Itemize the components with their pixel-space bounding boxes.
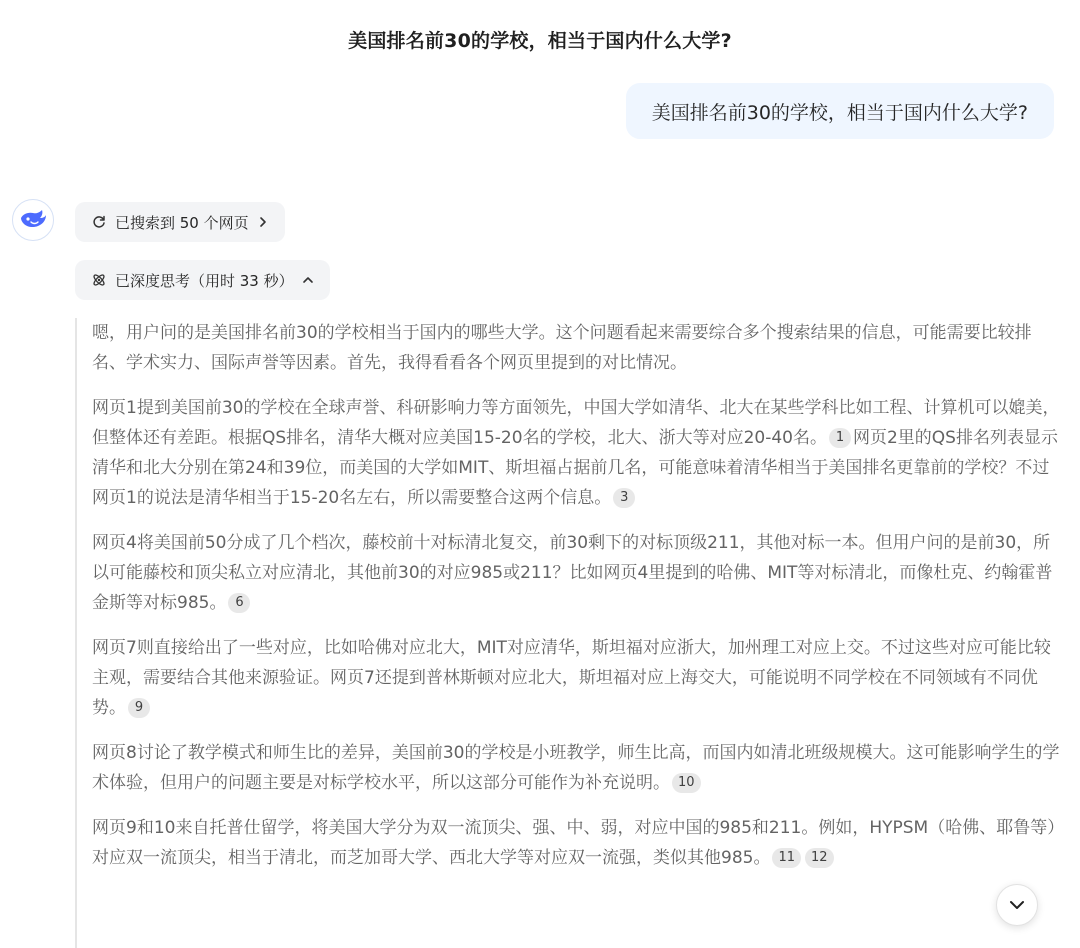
citation-badge[interactable]: 11 bbox=[772, 848, 801, 868]
thinking-text: 网页1提到美国前30的学校在全球声誉、科研影响力等方面领先，中国大学如清华、北大在某些学科比如工程、计算机可以媲美，但整体还有差距。根据QS排名，清华大概对应美国15-20名的学校，北大、浙大等对应20-40名。 bbox=[92, 398, 1060, 448]
chevron-down-icon bbox=[1008, 896, 1026, 914]
citation-badge[interactable]: 3 bbox=[613, 488, 635, 508]
citation-badge[interactable]: 1 bbox=[829, 428, 851, 448]
assistant-avatar bbox=[12, 199, 54, 241]
thinking-text: 嗯，用户问的是美国排名前30的学校相当于国内的哪些大学。这个问题看起来需要综合多个搜索结果的信息，可能需要比较排名、学术实力、国际声誉等因素。首先，我得看看各个网页里提到的对比情况。 bbox=[92, 323, 1032, 373]
thinking-text: 网页7则直接给出了一些对应，比如哈佛对应北大，MIT对应清华，斯坦福对应浙大，加州理工对应上交。不过这些对应可能比较主观，需要结合其他来源验证。网页7还提到普林斯顿对应北大，斯坦福对应上海交大，可能说明不同学校在不同领域有不同优势。 bbox=[92, 638, 1051, 718]
thinking-paragraph bbox=[92, 318, 1065, 378]
search-refresh-icon bbox=[91, 214, 107, 230]
deep-thinking-chip[interactable] bbox=[75, 260, 330, 300]
citation-badge[interactable]: 10 bbox=[672, 773, 701, 793]
search-results-label: 已搜索到 50 个网页 bbox=[115, 213, 249, 232]
thinking-paragraph bbox=[92, 813, 1065, 873]
thinking-text: 网页8讨论了教学模式和师生比的差异，美国前30的学校是小班教学，师生比高，而国内如清北班级规模大。这可能影响学生的学术体验，但用户的问题主要是对标学校水平，所以这部分可能作为补充说明。 bbox=[92, 743, 1060, 793]
search-results-chip[interactable] bbox=[75, 202, 285, 242]
thinking-paragraph bbox=[92, 528, 1065, 618]
thinking-text: 网页2里的QS排名列表显示清华和北大分别在第24和39位，而美国的大学如MIT、斯坦福占据前几名，可能意味着清华相当于美国排名更靠前的学校？不过网页1的说法是清华相当于15-20名左右，所以需要整合这两个信息。 bbox=[92, 428, 1058, 508]
chevron-up-icon bbox=[302, 274, 314, 286]
user-message-text: 美国排名前30的学校，相当于国内什么大学? bbox=[651, 101, 1028, 124]
thinking-paragraph bbox=[92, 633, 1065, 723]
thinking-text: 网页4将美国前50分成了几个档次，藤校前十对标清北复交，前30剩下的对标顶级211，其他对标一本。但用户问的是前30，所以可能藤校和顶尖私立对应清北，其他前30的对应985或211？比如网页4里提到的哈佛、MIT等对标清北，而像杜克、约翰霍普金斯等对标985。 bbox=[92, 533, 1053, 613]
citation-badge[interactable]: 12 bbox=[805, 848, 834, 868]
whale-logo-icon bbox=[18, 205, 48, 235]
thinking-paragraph bbox=[92, 393, 1065, 513]
user-message-bubble bbox=[626, 83, 1054, 139]
scroll-to-bottom-button[interactable] bbox=[996, 884, 1038, 926]
atom-icon bbox=[91, 272, 107, 288]
citation-badge[interactable]: 6 bbox=[228, 593, 250, 613]
page-title: 美国排名前30的学校，相当于国内什么大学? bbox=[348, 30, 732, 52]
citation-badge[interactable]: 9 bbox=[128, 698, 150, 718]
deep-thinking-label: 已深度思考（用时 33 秒） bbox=[115, 271, 294, 290]
chevron-right-icon bbox=[257, 216, 269, 228]
thinking-text: 网页9和10来自托普仕留学，将美国大学分为双一流顶尖、强、中、弱，对应中国的985和211。例如，HYPSM（哈佛、耶鲁等）对应双一流顶尖，相当于清北，而芝加哥大学、西北大学等对应双一流强，类似其他985。 bbox=[92, 818, 1065, 868]
thinking-content bbox=[75, 318, 1065, 948]
thinking-paragraph bbox=[92, 738, 1065, 798]
